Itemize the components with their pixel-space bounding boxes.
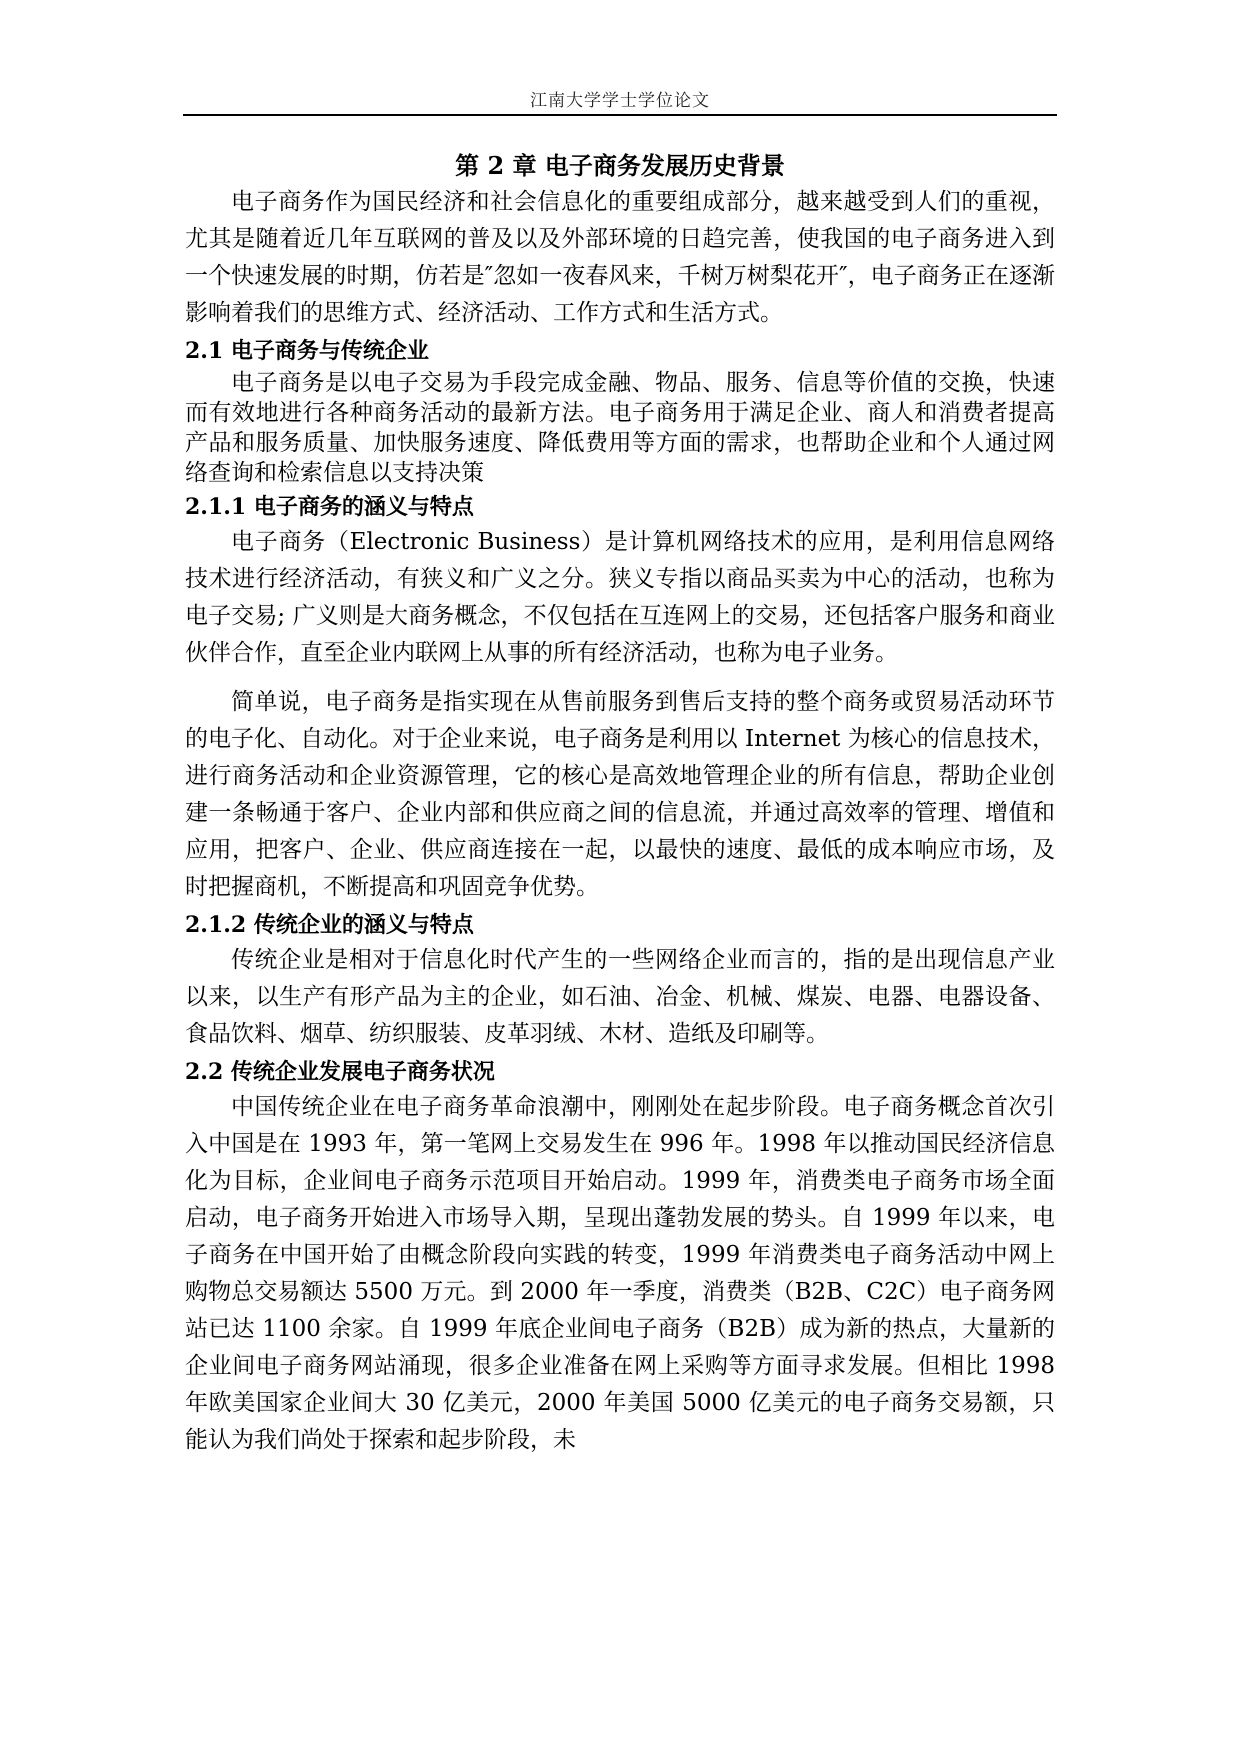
page-content: [185, 148, 1055, 1459]
section-2-2-heading: 2.2 传统企业发展电子商务状况: [185, 1059, 495, 1085]
section-2-2-paragraph: 中国传统企业在电子商务革命浪潮中，刚刚处在起步阶段。电子商务概念首次引入中国是在 1993 年，第一笔网上交易发生在 996 年。1998 年以推动国民经济信息化为目标，企业间电子商务示范项目开始启动。1999 年，消费类电子商务市场全面启动，电子商务开始进入市场导入期，呈现出蓬勃发展的势头。自 1999 年以来，电子商务在中国开始了由概念阶段向实践的转变，1999 年消费类电子商务活动中网上购物总交易额达 5500 万元。到 2000 年一季度，消费类（B2B、C2C）电子商务网站已达 1100 余家。自 1999 年底企业间电子商务（B2B）成为新的热点，大量新的企业间电子商务网站涌现，很多企业准备在网上采购等方面寻求发展。但相比 1998 年欧美国家企业间大 30 亿美元，2000 年美国 5000 亿美元的电子商务交易额，只能认为我们尚处于探索和起步阶段，未: [185, 1094, 1055, 1453]
section-2-1-1-paragraph-2: 简单说，电子商务是指实现在从售前服务到售后支持的整个商务或贸易活动环节的电子化、自动化。对于企业来说，电子商务是利用以 Internet 为核心的信息技术，进行商务活动和企业资源管理，它的核心是高效地管理企业的所有信息，帮助企业创建一条畅通于客户、企业内部和供应商之间的信息流，并通过高效率的管理、增值和应用，把客户、企业、供应商连接在一起，以最快的速度、最低的成本响应市场，及时把握商机，不断提高和巩固竞争优势。: [185, 689, 1055, 900]
section-2-1-1-heading: 2.1.1 电子商务的涵义与特点: [185, 494, 474, 520]
section-2-1-2-paragraph: 传统企业是相对于信息化时代产生的一些网络企业而言的，指的是出现信息产业以来，以生产有形产品为主的企业，如石油、冶金、机械、煤炭、电器、电器设备、食品饮料、烟草、纺织服装、皮革羽绒、木材、造纸及印刷等。: [185, 947, 1055, 1047]
section-2-1-2-heading: 2.1.2 传统企业的涵义与特点: [185, 912, 474, 938]
header-rule: [183, 114, 1057, 116]
page-header: 江南大学学士学位论文: [530, 91, 710, 111]
section-2-1-paragraph: 电子商务是以电子交易为手段完成金融、物品、服务、信息等价值的交换，快速而有效地进行各种商务活动的最新方法。电子商务用于满足企业、商人和消费者提高产品和服务质量、加快服务速度、降低费用等方面的需求，也帮助企业和个人通过网络查询和检索信息以支持决策: [185, 370, 1055, 486]
section-2-1-heading: 2.1 电子商务与传统企业: [185, 338, 429, 364]
section-2-1-1-paragraph-1: 电子商务（Electronic Business）是计算机网络技术的应用，是利用信息网络技术进行经济活动，有狭义和广义之分。狭义专指以商品买卖为中心的活动，也称为电子交易; 广义则是大商务概念，不仅包括在互连网上的交易，还包括客户服务和商业伙伴合作，直至企业内联网上从事的所有经济活动，也称为电子业务。: [185, 529, 1055, 666]
chapter-title: 第 2 章 电子商务发展历史背景: [455, 151, 785, 180]
intro-paragraph: 电子商务作为国民经济和社会信息化的重要组成部分，越来越受到人们的重视，尤其是随着近几年互联网的普及以及外部环境的日趋完善，使我国的电子商务进入到一个快速发展的时期，仿若是″忽如一夜春风来，千树万树梨花开″，电子商务正在逐渐影响着我们的思维方式、经济活动、工作方式和生活方式。: [185, 189, 1055, 326]
paragraph-gap: [185, 672, 1055, 684]
